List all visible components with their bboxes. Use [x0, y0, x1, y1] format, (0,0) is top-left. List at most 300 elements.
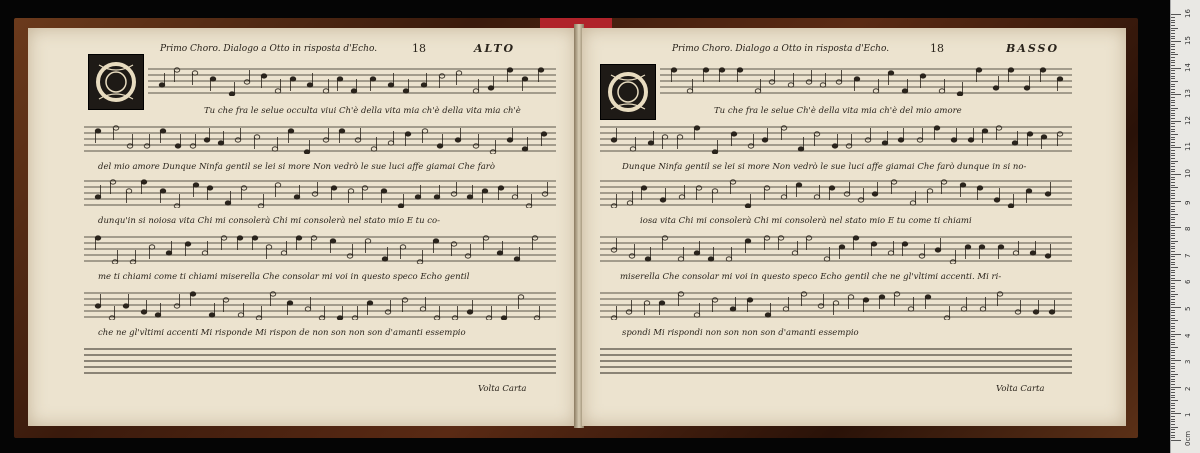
ruler-tick — [1171, 62, 1175, 63]
ruler-tick — [1171, 310, 1175, 311]
note-head — [174, 304, 180, 308]
note-head — [863, 298, 869, 302]
ruler-tick — [1171, 368, 1175, 369]
ruler-tick — [1171, 38, 1175, 39]
note-head — [873, 89, 879, 93]
note-head — [202, 251, 208, 255]
note-head — [367, 301, 373, 305]
note-head — [319, 316, 325, 320]
note-head — [662, 135, 668, 139]
note-head — [1013, 251, 1019, 255]
note-head — [402, 298, 408, 302]
page-number: 18 — [930, 42, 944, 55]
note-head — [507, 68, 513, 72]
ruler-number: 15 — [1184, 36, 1192, 45]
ruler-tick — [1171, 211, 1175, 212]
note-head — [696, 186, 702, 190]
ruler-tick — [1171, 22, 1175, 23]
ruler-tick — [1171, 76, 1175, 77]
note-head — [778, 236, 784, 240]
note-head — [712, 189, 718, 193]
note-head — [473, 89, 479, 93]
note-head — [362, 186, 368, 190]
note-head — [451, 192, 457, 196]
voice-part-label: ALTO — [474, 42, 516, 55]
note-head — [192, 71, 198, 75]
note-head — [294, 195, 300, 199]
ruler-tick — [1171, 14, 1181, 15]
ruler-tick — [1171, 150, 1175, 151]
ruler-tick — [1171, 246, 1175, 247]
ruler-number: 5 — [1184, 306, 1192, 311]
ruler-tick — [1171, 299, 1175, 300]
note-head — [223, 298, 229, 302]
note-head — [836, 80, 842, 84]
note-head — [323, 138, 329, 142]
note-head — [1033, 310, 1039, 314]
note-head — [730, 180, 736, 184]
ruler-number: 11 — [1184, 142, 1192, 152]
note-head — [910, 201, 916, 205]
note-head — [1026, 189, 1032, 193]
ruler-tick — [1171, 57, 1175, 58]
ruler-tick — [1171, 331, 1175, 332]
note-head — [352, 316, 358, 320]
note-head — [467, 310, 473, 314]
note-head — [417, 260, 423, 264]
ruler-tick — [1171, 105, 1175, 106]
note-head — [719, 68, 725, 72]
note-head — [281, 251, 287, 255]
note-head — [221, 236, 227, 240]
note-head — [400, 245, 406, 249]
left-page — [28, 28, 576, 426]
note-head — [385, 310, 391, 314]
note-head — [908, 307, 914, 311]
ruler-number: 13 — [1184, 89, 1192, 99]
ruler-tick — [1171, 366, 1175, 367]
ruler-tick — [1171, 435, 1175, 436]
ruler-tick — [1171, 126, 1175, 127]
note-head — [814, 132, 820, 136]
ruler-tick — [1171, 264, 1175, 265]
page-header: Primo Choro. Dialogo a Otto in risposta d'Echo. — [160, 44, 378, 54]
ruler-tick — [1171, 206, 1175, 207]
ruler-tick — [1171, 363, 1175, 364]
note-head — [747, 298, 753, 302]
note-head — [694, 313, 700, 317]
note-head — [935, 248, 941, 252]
note-head — [611, 316, 617, 320]
note-head — [522, 147, 528, 151]
note-head — [422, 129, 428, 133]
note-head — [961, 307, 967, 311]
note-head — [731, 132, 737, 136]
ruler-tick — [1171, 209, 1175, 210]
note-head — [130, 260, 136, 264]
note-head — [764, 186, 770, 190]
note-head — [451, 242, 457, 246]
note-head — [112, 260, 118, 264]
note-head — [627, 201, 633, 205]
page-turn-note: Volta Carta — [996, 384, 1045, 394]
staff-notation — [148, 66, 556, 96]
note-head — [307, 83, 313, 87]
note-head — [1041, 135, 1047, 139]
note-head — [968, 138, 974, 142]
ruler-tick — [1171, 248, 1175, 249]
note-head — [765, 313, 771, 317]
staff-notation — [600, 234, 1072, 264]
ruler-tick — [1171, 92, 1175, 93]
note-head — [420, 307, 426, 311]
ruler-tick — [1171, 142, 1175, 143]
lyric-line: Tu che fra le selue occulta viui Ch'è della vita mia ch'è della vita mia ch'è — [204, 106, 521, 116]
note-head — [270, 292, 276, 296]
note-head — [95, 236, 101, 240]
note-head — [348, 189, 354, 193]
ruler-tick — [1171, 153, 1175, 154]
note-head — [434, 316, 440, 320]
note-head — [994, 198, 1000, 202]
ruler-tick — [1171, 217, 1175, 218]
note-head — [902, 242, 908, 246]
note-head — [238, 313, 244, 317]
note-head — [853, 236, 859, 240]
note-head — [275, 89, 281, 93]
note-head — [381, 189, 387, 193]
note-head — [979, 245, 985, 249]
ruler-number: 7 — [1184, 253, 1192, 258]
note-head — [645, 257, 651, 261]
note-head — [902, 89, 908, 93]
ruler-tick — [1171, 163, 1175, 164]
note-head — [1057, 132, 1063, 136]
note-head — [950, 260, 956, 264]
note-head — [522, 77, 528, 81]
ruler-tick — [1171, 384, 1175, 385]
note-head — [498, 186, 504, 190]
note-head — [854, 77, 860, 81]
ruler-tick — [1171, 100, 1175, 101]
note-head — [235, 138, 241, 142]
music-staff — [148, 66, 556, 96]
note-head — [433, 239, 439, 243]
note-head — [678, 257, 684, 261]
note-head — [1024, 86, 1030, 90]
right-page — [582, 28, 1126, 426]
note-head — [814, 195, 820, 199]
ruler-tick — [1171, 81, 1178, 82]
note-head — [209, 313, 215, 317]
decorated-initial-icon — [88, 54, 144, 110]
ruler-tick — [1171, 400, 1178, 401]
note-head — [671, 68, 677, 72]
ruler-tick — [1171, 440, 1181, 441]
ruler-tick — [1171, 392, 1175, 393]
note-head — [339, 129, 345, 133]
note-head — [839, 245, 845, 249]
note-head — [388, 83, 394, 87]
ruler-zero-label: 0cm — [1184, 430, 1192, 446]
note-head — [144, 144, 150, 148]
note-head — [311, 236, 317, 240]
note-head — [888, 71, 894, 75]
note-head — [456, 71, 462, 75]
note-head — [288, 129, 294, 133]
ruler-tick — [1171, 429, 1175, 430]
note-head — [659, 301, 665, 305]
ruler-tick — [1171, 179, 1175, 180]
ruler-tick — [1171, 70, 1175, 71]
ruler-tick — [1171, 288, 1175, 289]
ruler-tick — [1171, 222, 1175, 223]
ruler-tick — [1171, 315, 1175, 316]
note-head — [796, 183, 802, 187]
music-staff — [84, 290, 556, 320]
note-head — [388, 141, 394, 145]
ruler-number: 8 — [1184, 226, 1192, 232]
ruler-tick — [1171, 360, 1181, 361]
ruler-tick — [1171, 389, 1175, 390]
ruler-tick — [1171, 432, 1175, 433]
note-head — [330, 239, 336, 243]
voice-part-label: BASSO — [1006, 42, 1060, 55]
note-head — [781, 195, 787, 199]
note-head — [347, 254, 353, 258]
note-head — [254, 135, 260, 139]
staff-notation — [84, 346, 556, 376]
note-head — [769, 80, 775, 84]
note-head — [879, 295, 885, 299]
ruler-tick — [1171, 161, 1178, 162]
note-head — [694, 251, 700, 255]
note-head — [542, 192, 548, 196]
note-head — [865, 138, 871, 142]
note-head — [917, 138, 923, 142]
note-head — [497, 251, 503, 255]
note-head — [829, 186, 835, 190]
note-head — [687, 89, 693, 93]
ruler-tick — [1171, 60, 1175, 61]
note-head — [712, 150, 718, 154]
note-head — [415, 195, 421, 199]
note-head — [641, 186, 647, 190]
ruler-number: 16 — [1184, 9, 1192, 19]
ruler-tick — [1171, 115, 1175, 116]
ruler-tick — [1171, 374, 1178, 375]
page-header: Primo Choro. Dialogo a Otto in risposta d'Echo. — [672, 44, 890, 54]
lyric-line: spondi Mi rispondi non son non son d'amanti essempio — [622, 328, 859, 338]
note-head — [109, 316, 115, 320]
note-head — [518, 295, 524, 299]
note-head — [252, 236, 258, 240]
ruler-tick — [1171, 137, 1175, 138]
note-head — [110, 180, 116, 184]
staff-notation — [84, 290, 556, 320]
note-head — [355, 138, 361, 142]
ruler-tick — [1171, 177, 1175, 178]
ruler-tick — [1171, 36, 1175, 37]
ruler-tick — [1171, 94, 1181, 95]
note-head — [501, 316, 507, 320]
music-staff — [600, 290, 1072, 320]
ruler-tick — [1171, 30, 1175, 31]
ruler-tick — [1171, 280, 1181, 281]
ruler-tick — [1171, 251, 1175, 252]
note-head — [437, 144, 443, 148]
note-head — [939, 89, 945, 93]
ruler-number: 10 — [1184, 169, 1192, 178]
ruler-tick — [1171, 203, 1175, 204]
ruler-tick — [1171, 102, 1175, 103]
note-head — [514, 257, 520, 261]
note-head — [207, 186, 213, 190]
note-head — [337, 77, 343, 81]
staff-notation — [600, 124, 1072, 154]
note-head — [452, 316, 458, 320]
ruler-tick — [1171, 49, 1175, 50]
note-head — [788, 83, 794, 87]
ruler-tick — [1171, 424, 1175, 425]
staff-notation — [84, 234, 556, 264]
ruler-tick — [1171, 395, 1175, 396]
note-head — [210, 77, 216, 81]
note-head — [244, 80, 250, 84]
ruler-tick — [1171, 227, 1181, 228]
note-head — [1057, 77, 1063, 81]
measurement-ruler — [1170, 0, 1200, 453]
note-head — [482, 189, 488, 193]
note-head — [467, 195, 473, 199]
ruler-tick — [1171, 171, 1175, 172]
note-head — [149, 245, 155, 249]
note-head — [256, 316, 262, 320]
note-head — [258, 204, 264, 208]
staff-notation — [84, 178, 556, 208]
note-head — [745, 204, 751, 208]
note-head — [871, 242, 877, 246]
ruler-tick — [1171, 25, 1175, 26]
music-staff — [84, 234, 556, 264]
note-head — [95, 129, 101, 133]
lyric-line: del mio amore Dunque Ninfa gentil se lei si more Non vedrò le sue luci affe giamai Che farò — [98, 162, 495, 172]
note-head — [611, 138, 617, 142]
note-head — [541, 132, 547, 136]
music-staff — [600, 234, 1072, 264]
note-head — [218, 141, 224, 145]
note-head — [123, 304, 129, 308]
ruler-tick — [1171, 230, 1175, 231]
lyric-line: dunqu'in si noiosa vita Chi mi consolerà Chi mi consolerà nel stato mio E tu co- — [98, 216, 441, 226]
note-head — [882, 141, 888, 145]
ruler-tick — [1171, 262, 1175, 263]
note-head — [398, 204, 404, 208]
note-head — [1030, 251, 1036, 255]
ruler-tick — [1171, 328, 1175, 329]
music-staff — [600, 124, 1072, 154]
ruler-tick — [1171, 339, 1175, 340]
ruler-tick — [1171, 296, 1175, 297]
page-number: 18 — [412, 42, 426, 55]
ruler-tick — [1171, 278, 1175, 279]
ruler-tick — [1171, 243, 1175, 244]
note-head — [1012, 141, 1018, 145]
note-head — [806, 80, 812, 84]
ruler-tick — [1171, 376, 1175, 377]
page-turn-note: Volta Carta — [478, 384, 527, 394]
ruler-tick — [1171, 46, 1175, 47]
ruler-tick — [1171, 421, 1175, 422]
note-head — [266, 245, 272, 249]
note-head — [846, 144, 852, 148]
ruler-tick — [1171, 214, 1178, 215]
note-head — [403, 89, 409, 93]
ruler-tick — [1171, 201, 1181, 202]
note-head — [726, 257, 732, 261]
note-head — [193, 183, 199, 187]
ruler-tick — [1171, 283, 1175, 284]
ruler-tick — [1171, 270, 1175, 271]
music-staff — [600, 178, 1072, 208]
staff-notation — [600, 178, 1072, 208]
ruler-tick — [1171, 358, 1175, 359]
ruler-tick — [1171, 334, 1181, 335]
note-head — [160, 189, 166, 193]
ruler-number: 9 — [1184, 200, 1192, 205]
note-head — [141, 310, 147, 314]
note-head — [934, 126, 940, 130]
note-head — [175, 144, 181, 148]
ruler-tick — [1171, 155, 1175, 156]
ruler-tick — [1171, 182, 1175, 183]
ruler-tick — [1171, 166, 1175, 167]
note-head — [944, 316, 950, 320]
note-head — [833, 301, 839, 305]
note-head — [275, 183, 281, 187]
note-head — [1040, 68, 1046, 72]
ruler-tick — [1171, 121, 1181, 122]
note-head — [848, 295, 854, 299]
ruler-tick — [1171, 379, 1175, 380]
note-head — [806, 236, 812, 240]
ruler-tick — [1171, 405, 1175, 406]
ruler-tick — [1171, 416, 1175, 417]
note-head — [997, 292, 1003, 296]
ruler-tick — [1171, 294, 1178, 295]
ruler-tick — [1171, 291, 1175, 292]
ruler-tick — [1171, 312, 1175, 313]
note-head — [1008, 204, 1014, 208]
note-head — [126, 189, 132, 193]
note-head — [1045, 254, 1051, 258]
decorated-initial-icon — [600, 64, 656, 120]
ruler-tick — [1171, 355, 1175, 356]
note-head — [296, 236, 302, 240]
ruler-tick — [1171, 427, 1178, 428]
ruler-tick — [1171, 259, 1175, 260]
empty-staff — [600, 346, 1072, 376]
ruler-tick — [1171, 134, 1178, 135]
note-head — [630, 147, 636, 151]
note-head — [225, 201, 231, 205]
ruler-tick — [1171, 320, 1178, 321]
ruler-tick — [1171, 185, 1175, 186]
note-head — [1049, 310, 1055, 314]
note-head — [976, 68, 982, 72]
note-head — [95, 304, 101, 308]
note-head — [455, 138, 461, 142]
